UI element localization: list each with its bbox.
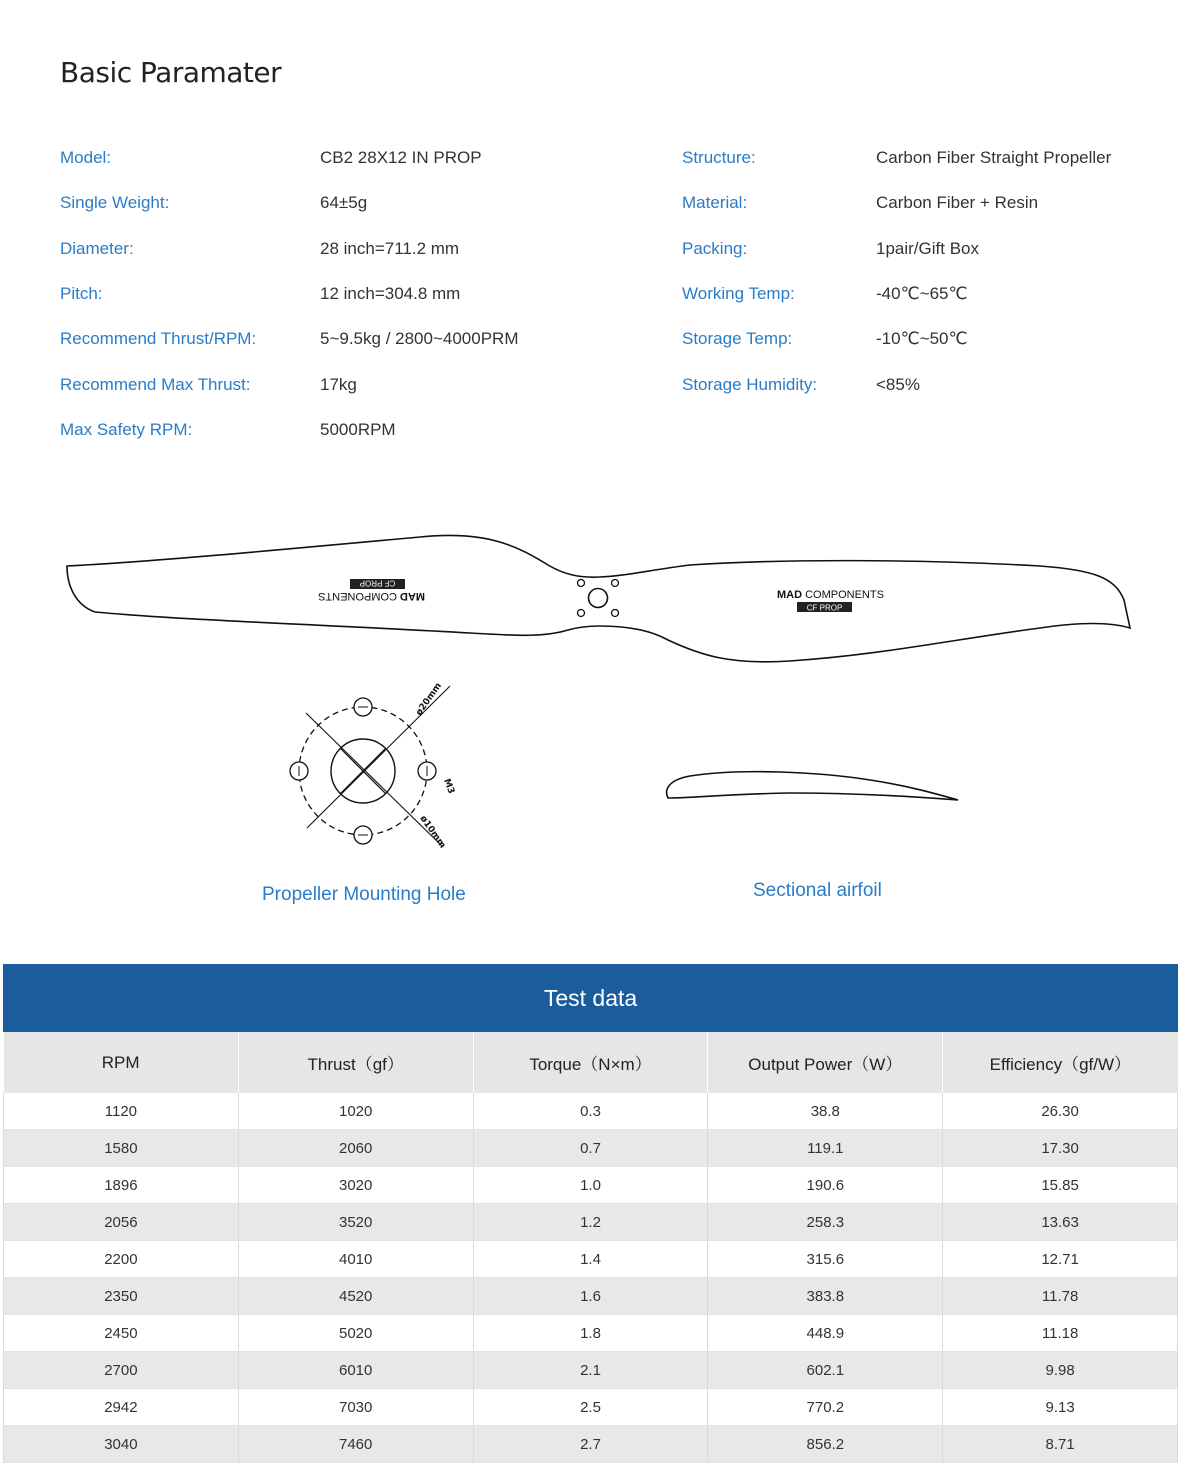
table-cell: 2700 bbox=[4, 1352, 239, 1389]
table-row bbox=[4, 1130, 1178, 1167]
column-header: Torque（N×m） bbox=[473, 1032, 708, 1093]
airfoil-shape bbox=[667, 772, 958, 800]
table-cell: 1120 bbox=[4, 1093, 239, 1130]
table-header-row bbox=[4, 1032, 1178, 1093]
param-value: 5~9.5kg / 2800~4000PRM bbox=[320, 329, 519, 348]
table-cell: 13.63 bbox=[943, 1204, 1178, 1241]
table-cell: 2200 bbox=[4, 1241, 239, 1278]
table-cell: 602.1 bbox=[708, 1352, 943, 1389]
table-cell: 12.71 bbox=[943, 1241, 1178, 1278]
table-cell: 1.0 bbox=[473, 1167, 708, 1204]
param-label: Storage Humidity: bbox=[682, 375, 818, 394]
table-cell: 11.78 bbox=[943, 1278, 1178, 1315]
table-cell: 1580 bbox=[4, 1130, 239, 1167]
param-value: -40℃~65℃ bbox=[876, 284, 968, 303]
table-cell: 190.6 bbox=[708, 1167, 943, 1204]
param-label: Storage Temp: bbox=[682, 329, 793, 348]
test-data-title: Test data bbox=[3, 964, 1178, 1032]
table-cell: 119.1 bbox=[708, 1130, 943, 1167]
table-cell: 5020 bbox=[238, 1315, 473, 1352]
table-cell: 2.5 bbox=[473, 1389, 708, 1426]
table-row bbox=[4, 1389, 1178, 1426]
table-cell: 9.98 bbox=[943, 1352, 1178, 1389]
table-row bbox=[4, 1315, 1178, 1352]
table-cell: 258.3 bbox=[708, 1204, 943, 1241]
table-cell: 3040 bbox=[4, 1426, 239, 1463]
table-cell: 2056 bbox=[4, 1204, 239, 1241]
param-label: Working Temp: bbox=[682, 284, 795, 303]
mounting-hole-diagram bbox=[290, 681, 456, 850]
table-cell: 315.6 bbox=[708, 1241, 943, 1278]
table-cell: 856.2 bbox=[708, 1426, 943, 1463]
param-label: Recommend Thrust/RPM: bbox=[60, 329, 257, 348]
param-value: 64±5g bbox=[320, 193, 368, 212]
svg-text:CF PROP: CF PROP bbox=[359, 578, 396, 588]
param-label: Model: bbox=[60, 148, 112, 167]
table-cell: 2350 bbox=[4, 1278, 239, 1315]
table-cell: 0.7 bbox=[473, 1130, 708, 1167]
column-header: Output Power（W） bbox=[708, 1032, 943, 1093]
dim-inner-label: ø10mm bbox=[417, 813, 448, 851]
column-header: Thrust（gf） bbox=[238, 1032, 473, 1093]
param-value: <85% bbox=[876, 375, 920, 394]
svg-text:CF PROP: CF PROP bbox=[806, 603, 843, 613]
param-value: 1pair/Gift Box bbox=[876, 239, 979, 258]
param-value: 5000RPM bbox=[320, 420, 396, 439]
table-cell: 6010 bbox=[238, 1352, 473, 1389]
table-cell: 4010 bbox=[238, 1241, 473, 1278]
table-cell: 3520 bbox=[238, 1204, 473, 1241]
table-cell: 8.71 bbox=[943, 1426, 1178, 1463]
table-cell: 2942 bbox=[4, 1389, 239, 1426]
table-cell: 2450 bbox=[4, 1315, 239, 1352]
param-value: -10℃~50℃ bbox=[876, 329, 968, 348]
table-cell: 7460 bbox=[238, 1426, 473, 1463]
table-row bbox=[4, 1426, 1178, 1463]
table-row bbox=[4, 1278, 1178, 1315]
table-cell: 1.2 bbox=[473, 1204, 708, 1241]
table-cell: 9.13 bbox=[943, 1389, 1178, 1426]
param-value: 28 inch=711.2 mm bbox=[320, 239, 460, 258]
param-label: Diameter: bbox=[60, 239, 134, 258]
table-cell: 0.3 bbox=[473, 1093, 708, 1130]
table-row bbox=[4, 1204, 1178, 1241]
propeller-outline bbox=[67, 535, 1130, 661]
param-value: Carbon Fiber + Resin bbox=[876, 193, 1039, 212]
column-header: RPM bbox=[4, 1032, 239, 1093]
param-value: 17kg bbox=[320, 375, 357, 394]
param-label: Packing: bbox=[682, 239, 748, 258]
param-value: 12 inch=304.8 mm bbox=[320, 284, 461, 303]
table-row bbox=[4, 1167, 1178, 1204]
table-cell: 1.8 bbox=[473, 1315, 708, 1352]
table-cell: 383.8 bbox=[708, 1278, 943, 1315]
table-cell: 2.7 bbox=[473, 1426, 708, 1463]
table-cell: 17.30 bbox=[943, 1130, 1178, 1167]
table-cell: 7030 bbox=[238, 1389, 473, 1426]
table-cell: 1.6 bbox=[473, 1278, 708, 1315]
svg-text:MADCOMPONENTS: MAD COMPONENTS bbox=[777, 589, 884, 601]
table-cell: 26.30 bbox=[943, 1093, 1178, 1130]
table-cell: 1896 bbox=[4, 1167, 239, 1204]
param-value: CB2 28X12 IN PROP bbox=[320, 148, 482, 167]
param-label: Recommend Max Thrust: bbox=[60, 375, 251, 394]
table-cell: 11.18 bbox=[943, 1315, 1178, 1352]
param-label: Structure: bbox=[682, 148, 756, 167]
param-label: Single Weight: bbox=[60, 193, 170, 212]
param-value: Carbon Fiber Straight Propeller bbox=[876, 148, 1112, 167]
table-cell: 3020 bbox=[238, 1167, 473, 1204]
table-row bbox=[4, 1352, 1178, 1389]
table-cell: 1.4 bbox=[473, 1241, 708, 1278]
table-cell: 38.8 bbox=[708, 1093, 943, 1130]
svg-text:MADCOMPONENTS: MADCOMPONENTS bbox=[318, 590, 425, 602]
table-cell: 2060 bbox=[238, 1130, 473, 1167]
table-row bbox=[4, 1093, 1178, 1130]
table-row bbox=[4, 1241, 1178, 1278]
table-cell: 1020 bbox=[238, 1093, 473, 1130]
table-cell: 15.85 bbox=[943, 1167, 1178, 1204]
dim-outer-label: ø20mm bbox=[414, 681, 444, 718]
table-cell: 4520 bbox=[238, 1278, 473, 1315]
table-cell: 770.2 bbox=[708, 1389, 943, 1426]
airfoil-caption: Sectional airfoil bbox=[753, 880, 882, 901]
param-label: Max Safety RPM: bbox=[60, 420, 193, 439]
table-cell: 448.9 bbox=[708, 1315, 943, 1352]
page-title: Basic Paramater bbox=[60, 56, 282, 89]
screw-label: M3 bbox=[441, 777, 456, 796]
mounting-hole-caption: Propeller Mounting Hole bbox=[262, 884, 466, 905]
param-label: Pitch: bbox=[60, 284, 103, 303]
column-header: Efficiency（gf/W） bbox=[943, 1032, 1178, 1093]
table-cell: 2.1 bbox=[473, 1352, 708, 1389]
param-label: Material: bbox=[682, 193, 748, 212]
test-data-table bbox=[3, 964, 1178, 1463]
